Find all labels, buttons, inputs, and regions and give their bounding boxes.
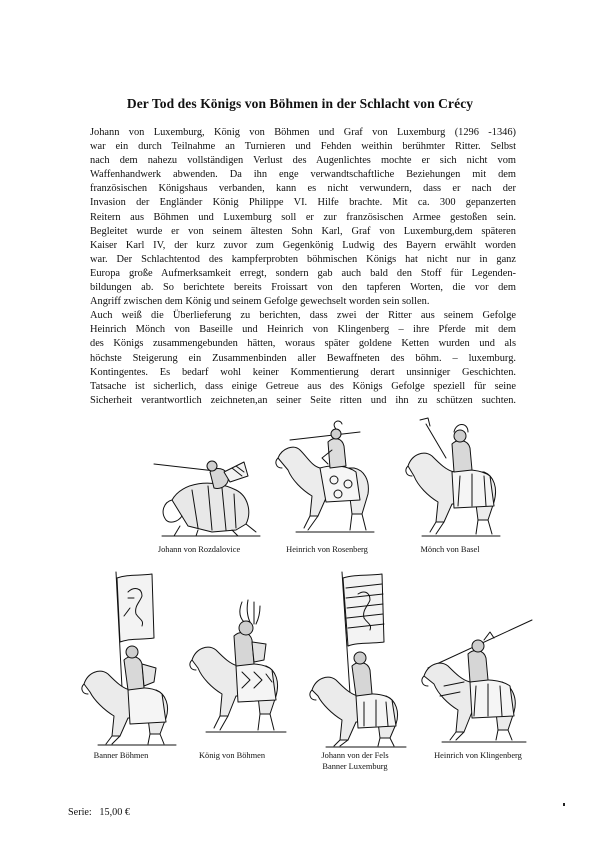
text-line: Begleitet wurde er von seinem ältesten Sohn Karl, Graf von Luxemburg,dem späteren xyxy=(90,225,516,237)
caption-johann-von-der-fels: Johann von der Fels xyxy=(321,751,389,760)
text-line: Heinrich Mönch von Baseille und Heinrich von Klingenberg – ihre Pferde mit dem xyxy=(90,324,516,336)
text-line: war ein durch Teilnahme an Turnieren und Fehden weithin berühmter Ritter. Selbst xyxy=(90,141,516,153)
page-mark xyxy=(563,803,565,806)
text-line: nach dem nahezu vollständigen Verlust des Augenlichtes mochte er sich nicht vom xyxy=(90,155,516,167)
caption-heinrich-von-klingenberg: Heinrich von Klingenberg xyxy=(434,751,522,760)
figure-knight-rearing xyxy=(268,418,380,540)
figure-banner-bohemia xyxy=(70,568,182,748)
caption-johann-von-rozdalovice: Johann von Rozdalovice xyxy=(157,545,241,554)
text-line: Johann von Luxemburg, König von Böhmen und Graf von Luxemburg (1296 -1346) xyxy=(90,127,516,138)
caption-banner-luxemburg: Banner Luxemburg xyxy=(322,762,388,771)
text-line: Invasion der Engländer König Philippe VI. Hilfe brachte. Mit ca. 300 gepanzerten xyxy=(90,197,516,209)
text-line: war. Der Schlachtentod des kampferprobten böhmischen Königs hat nicht nur in ganz xyxy=(90,253,516,265)
text-line: Tatsache ist sicherlich, dass einige Getreue aus des Königs Gefolge speziell für seine xyxy=(90,380,516,392)
figure-monk-rider xyxy=(396,414,506,540)
figure-rider-falling xyxy=(152,442,264,538)
caption-moench-von-basel: Mönch von Basel xyxy=(420,545,480,554)
text-line: französischen Königshaus verbanden, kann es nicht verwundern, dass er nach der xyxy=(90,183,516,195)
caption-koenig-von-boehmen: König von Böhmen xyxy=(198,751,266,760)
text-line: bildungen ab. So berichtete bereits Froissart von den tapferen Worten, die vor dem xyxy=(90,282,516,294)
text-line: des Königs zusammengebunden hätten, woraus später goldene Ketten wurden und als xyxy=(90,338,516,350)
price-line xyxy=(68,807,130,818)
page-title: Der Tod des Königs von Böhmen in der Schlacht von Crécy xyxy=(126,96,474,111)
text-line: Sicherheit verantwortlich zeichneten,an seiner Seite ritten und ihn zu schützen suchten. xyxy=(90,394,516,406)
caption-banner-boehmen: Banner Böhmen xyxy=(93,751,149,760)
text-line: Angriff zwischen dem König und seinem Gefolge gewechselt worden sein sollen. xyxy=(90,296,430,308)
text-line: Reitern aus Böhmen und Luxemburg soll er zur französischen Armee gestoßen sein. xyxy=(90,211,516,223)
text-line: Auch weiß die Überlieferung zu berichten, dass zwei der Ritter aus seinem Gefolge xyxy=(90,310,516,322)
caption-heinrich-von-rosenberg: Heinrich von Rosenberg xyxy=(286,545,368,554)
figure-klingenberg-charging xyxy=(414,616,536,746)
text-line: Kaiser Karl IV, der kurz zuvor zum Gegenkönig Ludwig des Bayern erwählt worden xyxy=(90,239,516,251)
body-paragraph xyxy=(90,126,516,408)
figure-banner-luxembourg xyxy=(300,570,412,750)
figure-king-of-bohemia xyxy=(180,598,292,748)
price-value: 15,00 € xyxy=(99,807,130,818)
price-label: Serie: xyxy=(68,807,92,818)
text-line: Europa große Aufmerksamkeit erregt, sondern gab auch bald den Stoff für Legenden- xyxy=(90,267,516,279)
text-line: Kontingentes. Es bedarf wohl keiner Kommentierung derart unsinniger Geschichten. xyxy=(90,366,516,378)
text-line: höchste Steigerung ein Zusammenbinden aller Bewaffneten des böhm. – luxemburg. xyxy=(90,352,516,364)
text-line: Waffenhandwerk abwenden. Da ihn enge verwandtschaftliche Beziehungen mit dem xyxy=(90,169,516,181)
